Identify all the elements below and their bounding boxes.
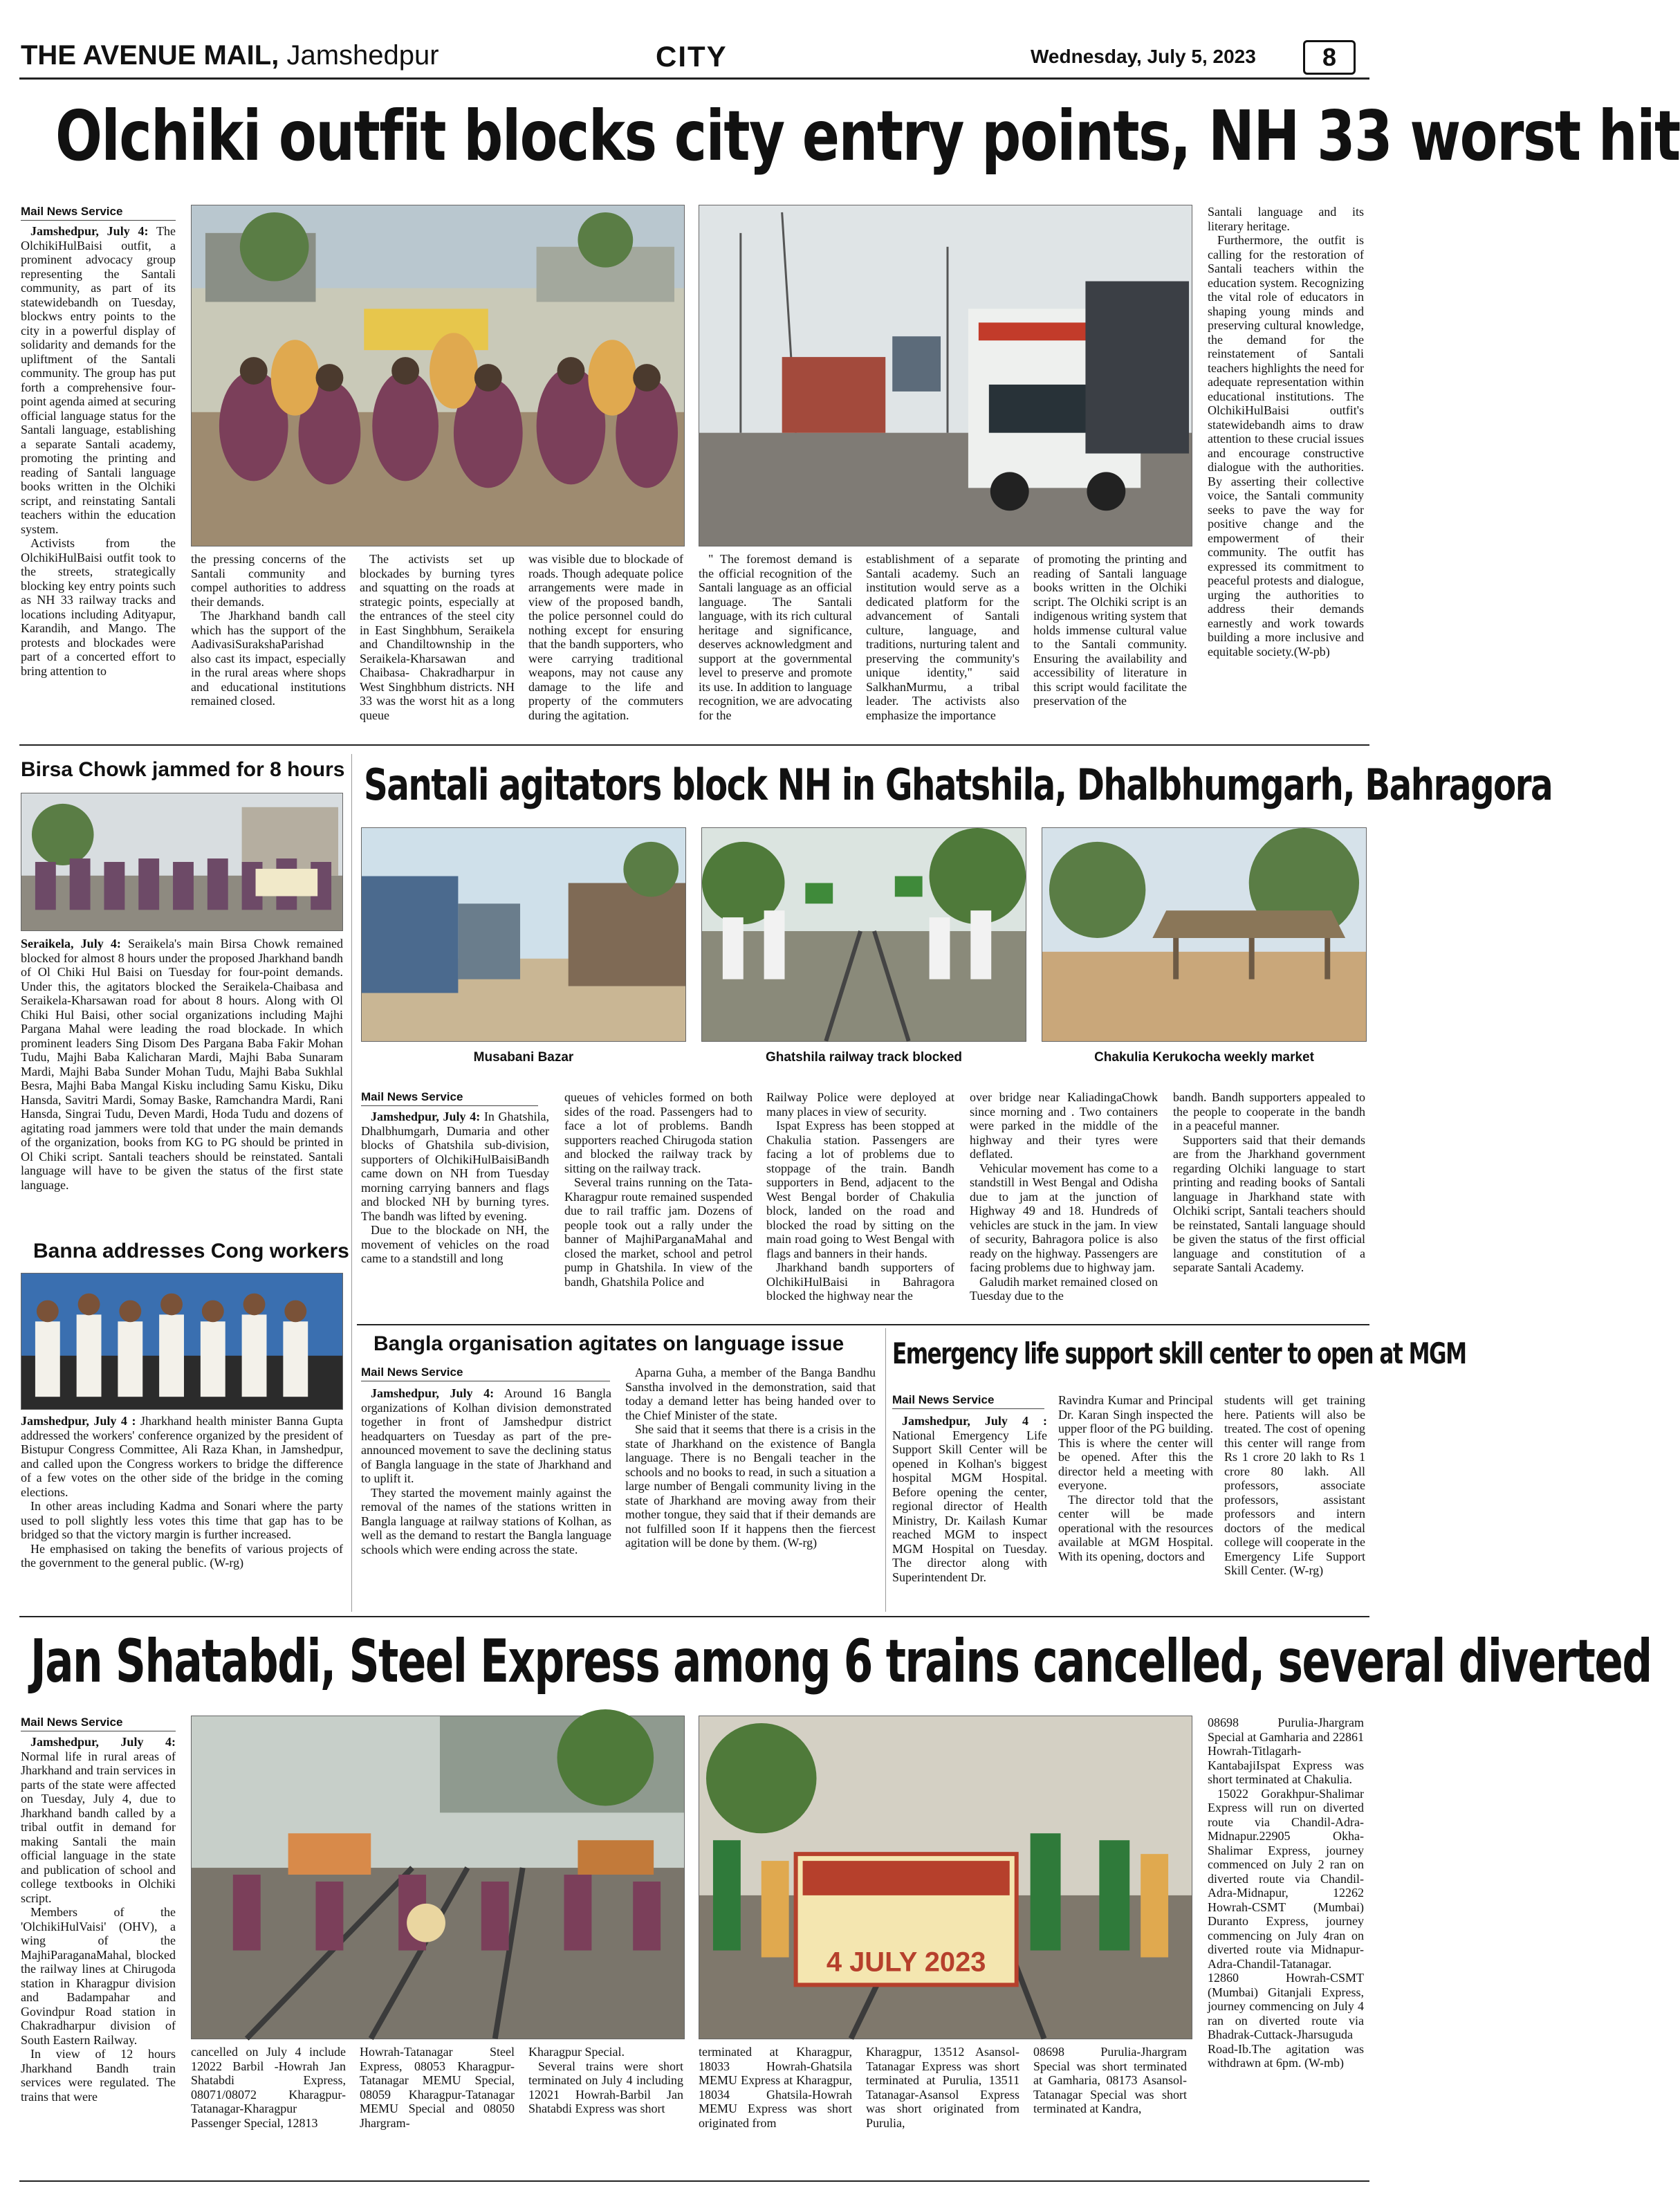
issue-date: Wednesday, July 5, 2023 [1031, 46, 1256, 67]
trains-col1-text2: Members of the 'OlchikiHulVaisi' (OHV), a wing of the MajhiParaganaMahal, blocked the railway lines at Chirugoda station in Kharagpur division and Badampahar and Govindpur Road station in Chakradharpur division of South Eastern Railway. [21, 1905, 176, 2047]
story1-col1-text: The OlchikiHulBaisi outfit, a prominent advocacy group representing the Santali community, as part of its statewidebandh on Tuesday, blockws entry points to the city in a powerful display of solidarity and demands for the upliftment of the Santali community. The group has put forth a comprehensive four-point agenda aimed at securing official language status for the Santali language, establishing a separate Santali academy, promoting the printing and reading of Santali language books written in the Olchiki script, and reinstating Santali teachers within the education system. [21, 224, 176, 536]
santali-col2-text: queues of vehicles formed on both sides of the road. Passengers had to face a lot of problems. Bandh supporters reached Chirugoda station and blocked the railway track by sitting on the railway track. [564, 1090, 753, 1175]
santali-col3-text: Railway Police were deployed at many places in view of security. [766, 1090, 954, 1119]
santali-col1-text2: Due to the blockade on NH, the movement of vehicles on the road came to a standstill and long [361, 1223, 549, 1265]
trains-col3 [360, 2045, 515, 2171]
story1-col3-text: The activists set up blockades by burning tyres and squatting on the roads at strategic points, especially at the entrances of the steel city in East Singhbhum, Seraikela and Chandiltownship in the Seraikela-Kharsawan and Chaibasa- Chakradharpur in West Singhbhum districts. NH 33 was the worst hit as a long queue [360, 552, 515, 722]
photo-bandh-banner [699, 1716, 1192, 2039]
santali-col3 [766, 1090, 954, 1317]
column-divider-mgm [885, 1328, 886, 1612]
mgm-dateline: Jamshedpur, July 4 : [902, 1414, 1047, 1428]
santali-col5 [1173, 1090, 1365, 1317]
bangla-dateline: Jamshedpur, July 4: [371, 1386, 495, 1400]
santali-col2 [564, 1090, 753, 1317]
page-number: 8 [1303, 40, 1356, 75]
banna-headline: Banna addresses Cong workers [33, 1240, 349, 1262]
trains-col7 [1033, 2045, 1187, 2171]
photo-protest-crowd [192, 205, 684, 546]
banna-photo [21, 1273, 343, 1410]
bottom-rule [19, 2180, 1369, 2182]
santali-photo-musabani [361, 827, 686, 1042]
story1-col6-text: establishment of a separate Santali academy. Such an institution would serve as a dedicated platform for the advancement of Santali culture, language, and traditions, nurturing talent and preserving the community's unique identity," said SalkhanMurmu, a tribal leader. The activists also emphasize the importance [866, 552, 1019, 722]
story1-col8 [1208, 205, 1364, 736]
santali-col3-text3: Jharkhand bandh supporters of OlchikiHulBaisi in Bahragora blocked the highway near the [766, 1260, 954, 1303]
story1-col1-text2: Activists from the OlchikiHulBaisi outfit took to the streets, strategically blocking key entry points such as NH 33 railway tracks and locations including Adityapur, Karandih, and Mango. The protests and blockades were part of a concerted effort to bring attention to [21, 536, 176, 678]
section-rule-1 [19, 744, 1369, 746]
caption-ghatshila: Ghatshila railway track blocked [765, 1050, 963, 1065]
banna-text: Jharkhand health minister Banna Gupta addressed the workers' conference organized by the president of Bistupur Congress Committee, Ali Raza Khan, in Jamshedpur, and called upon the Congress workers to bridge the difference of a few votes on the other side of the bridge in the coming elections. [21, 1414, 343, 1499]
trains-photo-banner [699, 1716, 1192, 2039]
caption-chakulia: Chakulia Kerukocha weekly market [1094, 1050, 1314, 1065]
bangla-col2 [625, 1366, 876, 1608]
photo-congress-workers [21, 1274, 342, 1409]
photo-birsa-chowk [21, 793, 342, 930]
trains-col2-text: cancelled on July 4 include 12022 Barbil -Howrah Jan Shatabdi Express, 08071/08072 Kharagpur-Tatanagar-Kharagpur Passenger Special, 12813 [191, 2045, 346, 2130]
birsa-body [21, 937, 343, 1235]
story1-col2-text: the pressing concerns of the Santali community and compel authorities to address their demands. [191, 552, 346, 609]
mgm-col2 [1058, 1393, 1213, 1608]
bangla-col2-text2: She said that it seems that there is a crisis in the state of Jharkhand on the existence of Bangla language. There is no Bengali teacher in the schools and no books to read, in such a situation a large number of Bengali community living in the state of Jharkhand are moving away from their mother tongue, they said that if their demands are not fulfilled soon If it happens then the fiercest agitation will be done by them. (W-rg) [625, 1422, 876, 1550]
santali-col3-text2: Ispat Express has been stopped at Chakulia station. Passengers are facing a lot of problems due to stoppage of the train. Bandh supporters in Bend, adjacent to the West Bengal border of Chakulia block, landed on the road and blocked the road by sitting on the main road going to West Bengal with flags and banners in their hands. [766, 1119, 954, 1260]
santali-col4-text2: Vehicular movement has come to a standstill in West Bengal and Odisha due to jam at the junction of Highway 49 and 18. Hundreds of vehicles are stuck in the jam. In view of security, Bahragora police is also ready on the highway. Passengers are facing problems due to highway jam. [970, 1161, 1158, 1274]
mgm-col1-text: National Emergency Life Support Skill Center will be opened in Kolhan's biggest hospital MGM Hospital. Before opening the center, regional director of Health Ministry, Dr. Kailash Kumar reached MGM to inspect MGM Hospital on Tuesday. The director along with Superintendent Dr. [892, 1428, 1047, 1584]
story1-col6 [866, 552, 1019, 736]
santali-col1-text: In Ghatshila, Dhalbhumgarh, Dumaria and other blocks of Ghatshila sub-division, supporters of OlchikiHulBaisiBandh came down on NH from Tuesday morning carrying banners and flags and blocked NH by burning tyres. The bandh was lifted by evening. [361, 1110, 550, 1223]
trains-dateline: Jamshedpur, July 4: [30, 1735, 176, 1749]
mgm-byline-label: Mail News Service [892, 1393, 1044, 1409]
section-label: CITY [656, 40, 728, 73]
photo-musabani-bazar [362, 828, 685, 1041]
bangla-col1 [361, 1386, 611, 1608]
santali-dateline: Jamshedpur, July 4: [371, 1110, 481, 1123]
story1-col8-text: Santali language and its literary heritage. [1208, 205, 1364, 233]
photo-truck-queue [699, 205, 1192, 546]
banner-date-text: 4 JULY 2023 [826, 1947, 986, 1978]
photo-rail-blockade [192, 1716, 684, 2039]
story1-col4-text: was visible due to blockade of roads. Though adequate police arrangements were made in view of the proposed bandh, the police personnel could do nothing except for ensuring that the bandh supporters, who were carrying traditional weapons, may not cause any damage to the life and property of the commuters during the agitation. [528, 552, 683, 722]
story1-col4 [528, 552, 683, 736]
trains-col8-text2: 15022 Gorakhpur-Shalimar Express will run on diverted route via Chandil-Adra-Midnapur.22905 Okha-Shalimar Express, journey commenced on July 2 ran on diverted route via Chandil-Adra-Midnapur, 12262 Howrah-CSMT (Mumbai) Duranto Express, journey commencing on July 4ran on diverted route via Midnapur-Adra-Chandil-Tatanagar. 12860 Howrah-CSMT (Mumbai) Gitanjali Express, journey commencing on July 4 ran on diverted route via Bhadrak-Cuttack-Jharsuguda Road-Ib.The agitation was withdrawn at 6pm. (W-mb) [1208, 1786, 1364, 2070]
story1-col5-text: " The foremost demand is the official recognition of the Santali language as an official language. The Santali language, with its rich cultural heritage and significance, deserves acknowledgment and support at the governmental level to preserve and promote its use. In addition to language recognition, we are advocating for the [699, 552, 852, 722]
banna-text2: In other areas including Kadma and Sonari where the party used to poll slightly less votes this time that gap has to be bridged so that the victory margin is further increased. [21, 1499, 343, 1541]
banna-text3: He emphasised on taking the benefits of various projects of the government to the general public. (W-rg) [21, 1541, 343, 1570]
mgm-col3 [1224, 1393, 1365, 1608]
story1-col7-text: of promoting the printing and reading of Santali language books written in the Olchiki script. The Olchiki script is an indigenous writing system that holds immense cultural value to the Santali community. Ensuring the availability and accessibility of literature in this script would facilitate the preservation of the [1033, 552, 1187, 708]
santali-col4 [970, 1090, 1158, 1317]
mgm-col2-text2: The director told that the center will be made operational with the resources available at MGM Hospital. With its opening, doctors and [1058, 1492, 1213, 1563]
story1-photo-protesters [191, 205, 685, 546]
santali-byline: Mail News Service [361, 1090, 538, 1106]
mgm-headline: Emergency life support skill center to open at MGM [892, 1336, 1466, 1370]
trains-col4 [528, 2045, 683, 2171]
story1-col2 [191, 552, 346, 736]
trains-col4-text2: Several trains were short terminated on July 4 including 12021 Howrah-Barbil Jan Shatabdi Express was short [528, 2059, 683, 2115]
santali-col5-text2: Supporters said that their demands are from the Jharkhand government regarding Olchiki language to start printing and reading books of Santali language in Jharkhand state with Olchiki script, Santali teachers should be reinstated, Santali language should be given the status of the first official language and constitution of a separate Santali Academy. [1173, 1132, 1365, 1274]
trains-photo-track [191, 1716, 685, 2039]
birsa-text: Seraikela's main Birsa Chowk remained blocked for almost 8 hours under the proposed Jharkhand bandh of Ol Chiki Hul Baisi on Tuesday for four-point demands. Under this, the agitators blocked the Seraikela-Chaibasa and Seraikela-Kharsawan road for about 8 hours. Along with Ol Chiki Hul Baisi, other social organizations including Majhi Pargana Mahal were leading the road blockade. In which prominent leaders Sing Disom Des Pargana Baba Fakir Mohan Tudu, Majhi Baba Kalicharan Mardi, Majhi Baba Sunaram Mardi, Majhi Baba Sunder Mohan Tudu, Majhi Baba Sukhlal Besra, Majhi Baba Mangal Kisku including Samu Kisku, Diku Hansda, Savitri Mardi, Somay Baske, Ramchandra Mardi, Rani Hansda, Singrai Tudu, Deven Mardi, Hoda Tudu and dozens of agitating road jammers were told that under the main demands of the organization, books from KG to PG should be printed in Ol Chiki script. Santali teachers should be reinstated. Santali language will have to be given the status of the first state language. [21, 937, 344, 1192]
trains-col4-text: Kharagpur Special. [528, 2045, 625, 2059]
birsa-headline: Birsa Chowk jammed for 8 hours [21, 758, 345, 781]
trains-col8 [1208, 1716, 1364, 2171]
section-rule-2 [19, 1616, 1369, 1617]
story1-col5 [699, 552, 852, 736]
banna-body [21, 1414, 343, 1606]
trains-col6 [866, 2045, 1019, 2171]
santali-col4-text: over bridge near KaliadingaChowk since morning and . Two containers were parked in the middle of the highway and their tyres were deflated. [970, 1090, 1158, 1161]
birsa-photo [21, 793, 343, 931]
trains-col5-text: terminated at Kharagpur, 18033 Howrah-Ghatsila MEMU Express at Kharagpur, 18034 Ghatsila-Howrah MEMU Express was short originated from [699, 2045, 852, 2130]
trains-col1-text3: In view of 12 hours Jharkhand Bandh train services were regulated. The trains that were [21, 2047, 176, 2104]
banna-dateline: Jamshedpur, July 4 : [21, 1414, 136, 1428]
story1-col8-text2: Furthermore, the outfit is calling for the restoration of Santali teachers within the education system. Recognizing the vital role of educators in shaping young minds and preserving cultural knowledge, the demand for the reinstatement of Santali teachers highlights the need for adequate representation within educational institutions. The OlchikiHulBaisi outfit's statewidebandh aims to draw attention to these crucial issues and encourage constructive dialogue with the authorities. By asserting their collective voice, the Santali community seeks to pave the way for positive change and the empowerment of their community. The outfit has expressed its commitment to peaceful protests and dialogue, urging the authorities to address their demands earnestly and work towards building a more inclusive and equitable society.(W-pb) [1208, 233, 1364, 659]
mgm-col2-text: Ravindra Kumar and Principal Dr. Karan Singh inspected the upper floor of the PG building. This is where the center will be opened. After this the director held a meeting with everyone. [1058, 1393, 1213, 1492]
santali-col2-text2: Several trains running on the Tata-Kharagpur route remained suspended due to rail traffic jam. Dozens of people took out a rally under the banner of MajhiParganaMahal and closed the market, school and petrol pump in Ghatshila. In view of the bandh, Ghatshila Police and [564, 1175, 753, 1289]
trains-headline: Jan Shatabdi, Steel Express among 6 trains cancelled, several diverted [30, 1627, 1652, 1696]
story1-col1 [21, 224, 176, 736]
masthead-rule [19, 77, 1369, 80]
trains-col2 [191, 2045, 346, 2171]
birsa-dateline: Seraikela, July 4: [21, 937, 121, 950]
story1-col7 [1033, 552, 1187, 736]
caption-musabani: Musabani Bazar [473, 1050, 574, 1065]
trains-col6-text: Kharagpur, 13512 Asansol-Tatanagar Express was short terminated at Purulia, 13511 Tatanagar-Asansol Express was short originated from Purulia, [866, 2045, 1019, 2130]
santali-photo-chakulia [1042, 827, 1367, 1042]
photo-weekly-market [1042, 828, 1366, 1041]
bangla-col1-text: Around 16 Bangla organizations of Kolhan division demonstrated together in front of Jamshedpur district headquarters on Tuesday as part of the pre-announced movement to save the declining status of Bangla language in the state of Jharkhand and to uplift it. [361, 1386, 611, 1485]
masthead-city: Jamshedpur [286, 40, 439, 71]
bangla-byline: Mail News Service [361, 1366, 610, 1381]
trains-col8-text: 08698 Purulia-Jhargram Special at Gamharia and 22861 Howrah-Titlagarh-KantabajiIspat Express was short terminated at Chakulia. [1208, 1716, 1364, 1786]
paper-name: THE AVENUE MAIL, [21, 40, 279, 71]
santali-col1 [361, 1110, 549, 1317]
column-divider-left [351, 754, 352, 1612]
bangla-col1-text2: They started the movement mainly against the removal of the names of the stations written in Bangla language at railway stations of Kolhan, as well as the demand to restart the Bangla language schools which were ending across the state. [361, 1485, 611, 1556]
story1-dateline: Jamshedpur, July 4: [30, 224, 149, 238]
mgm-col3-text: students will get training here. Patients will also be treated. The cost of opening this center will range from Rs 1 crore 20 lakh to Rs 1 crore 80 lakh. All professors, associate professors, assistant professors and intern doctors of the medical college will cooperate in the Emergency Life Support Skill Center. (W-rg) [1224, 1393, 1365, 1577]
story1-col3 [360, 552, 515, 736]
masthead-paper-name [21, 40, 439, 71]
story1-byline: Mail News Service [21, 205, 176, 221]
trains-col7-text: 08698 Purulia-Jhargram Special was short terminated at Gamharia, 08173 Asansol-Tatanagar Special was short terminated at Kandra, [1033, 2045, 1187, 2115]
trains-col1-text: Normal life in rural areas of Jharkhand and train services in parts of the state were affected on Tuesday, July 4, due to Jharkhand bandh called by a tribal outfit in demand for making Santali the main official language in the state and publication of school and college textbooks in Olchiki script. [21, 1749, 176, 1905]
story1-col2-text2: The Jharkhand bandh call which has the support of the AadivasiSurakshaParishad also cast its impact, especially in the rural areas where shops and educational institutions remained closed. [191, 609, 346, 708]
bangla-headline: Bangla organisation agitates on language issue [373, 1332, 844, 1355]
story1-headline: Olchiki outfit blocks city entry points, NH 33 worst hit [55, 95, 1680, 176]
trains-col5 [699, 2045, 852, 2171]
santali-photo-ghatshila [701, 827, 1026, 1042]
trains-byline: Mail News Service [21, 1716, 176, 1731]
santali-col5-text: bandh. Bandh supporters appealed to the people to cooperate in the bandh in a peaceful manner. [1173, 1090, 1365, 1132]
trains-col3-text: Howrah-Tatanagar Steel Express, 08053 Kharagpur-Tatanagar MEMU Special, 08059 Kharagpur-Tatanagar MEMU Special and 08050 Jhargram- [360, 2045, 515, 2130]
santali-col4-text3: Galudih market remained closed on Tuesday due to the [970, 1274, 1158, 1303]
santali-headline: Santali agitators block NH in Ghatshila, Dhalbhumgarh, Bahragora [364, 760, 1553, 810]
mgm-col1 [892, 1414, 1047, 1608]
photo-railway-track [702, 828, 1026, 1041]
story1-photo-trucks [699, 205, 1192, 546]
trains-col1 [21, 1735, 176, 2171]
bangla-col2-text: Aparna Guha, a member of the Banga Bandhu Sanstha involved in the demonstration, said that today a demand letter has being handed over to the Chief Minister of the state. [625, 1366, 876, 1422]
section-rule-santali [357, 1324, 1369, 1325]
